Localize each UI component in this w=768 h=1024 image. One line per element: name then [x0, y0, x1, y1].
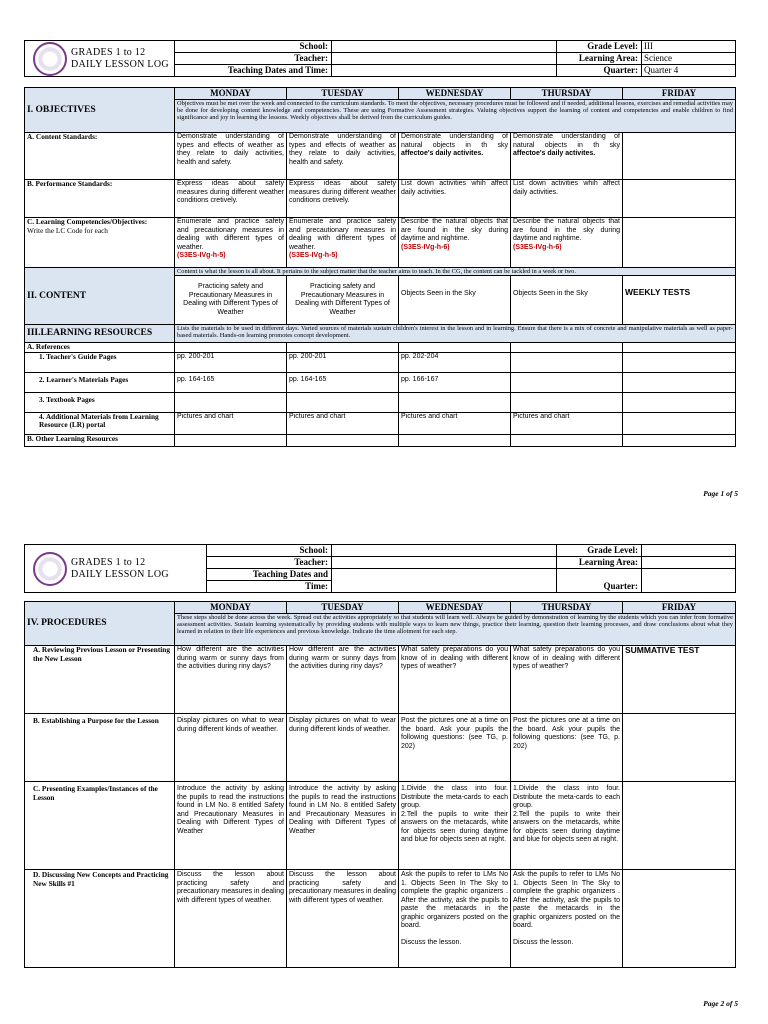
logo-cell — [25, 41, 175, 77]
performance-standards-tue[interactable]: Express ideas about safety measures during different weather conditions cretively. — [287, 180, 399, 218]
examples-label: C. Presenting Examples/Instances of the Lesson — [25, 782, 175, 870]
teacher-label: Teacher: — [175, 53, 332, 65]
school-value[interactable] — [332, 545, 557, 557]
quarter-label: Quarter: — [557, 65, 642, 77]
content-standards-thu[interactable] — [511, 133, 623, 180]
review-mon[interactable]: How different are the activities during warm or sunny days from the activities during riny days? — [175, 646, 287, 714]
content-standards-mon[interactable]: Demonstrate understanding of types and effects of weather as they relate to daily activities, health and safety. — [175, 133, 287, 180]
review-wed[interactable]: What safety preparations do you know of in dealing with different types of weather? — [399, 646, 511, 714]
competencies-fri[interactable] — [623, 218, 736, 268]
examples-thu-step2: 2.Tell the pupils to write their answers on the metacards, white for objects seen during daytime and blue for objects seen at night. — [513, 810, 620, 843]
examples-wed[interactable] — [399, 782, 511, 870]
lm-tue[interactable]: pp. 164-165 — [287, 372, 399, 392]
resources-title: III.LEARNING RESOURCES — [25, 325, 175, 343]
purpose-mon[interactable]: Display pictures on what to wear during different kinds of weather. — [175, 714, 287, 782]
purpose-wed[interactable]: Post the pictures one at a time on the board. Ask your pupils the following questions: (see TG, p. 202) — [399, 714, 511, 782]
examples-thu[interactable] — [511, 782, 623, 870]
performance-standards-fri[interactable] — [623, 180, 736, 218]
performance-standards-thu[interactable]: List down activities whih affect daily activities. — [511, 180, 623, 218]
logo-title: GRADES 1 to 12 — [71, 556, 146, 568]
logo-title: GRADES 1 to 12 — [71, 46, 146, 58]
content-title: II. CONTENT — [25, 268, 175, 325]
review-tue[interactable]: How different are the activities during warm or sunny days from the activities during riny days? — [287, 646, 399, 714]
purpose-fri[interactable] — [623, 714, 736, 782]
day-tuesday: TUESDAY — [287, 602, 399, 614]
references-label: A. References — [25, 343, 175, 353]
quarter-value[interactable]: Quarter 4 — [642, 65, 736, 77]
tg-fri[interactable] — [623, 352, 736, 372]
grade-level-label: Grade Level: — [557, 545, 642, 557]
performance-standards-label: B. Performance Standards: — [25, 180, 175, 218]
school-label: School: — [175, 41, 332, 53]
discussing-wed-text: Ask the pupils to refer to LMs No 1. Objects Seen In The Sky to complete the graphic organizers . After the activity, ask the pupils to paste the metacards in the graphic organizers posted on the board. — [401, 871, 508, 929]
logo-subtitle: DAILY LESSON LOG — [71, 58, 169, 70]
tg-tue[interactable]: pp. 200-201 — [287, 352, 399, 372]
objectives-title: I. OBJECTIVES — [25, 88, 175, 133]
content-standards-wed[interactable] — [399, 133, 511, 180]
tg-thu[interactable] — [511, 352, 623, 372]
tb-fri[interactable] — [623, 392, 736, 412]
day-tuesday: TUESDAY — [287, 88, 399, 100]
competencies-label — [25, 218, 175, 268]
day-thursday: THURSDAY — [511, 602, 623, 614]
objectives-note: Objectives must be met over the week and connected to the curriculum standards. To meet the objectives, necessary procedures must be followed and if needed, additional lessons, exercises and remedial activities may be done for developing content knowledge and competencies. These are using Formative Assessment strategies. Valuing objectives support the learning of content and competencies and enable children to find significance and joy in learning the lessons. Weekly objectives shall be derived from the curriculum guides. — [175, 100, 736, 133]
procedures-title: IV. PROCEDURES — [25, 602, 175, 646]
page2-number: Page 2 of 5 — [703, 999, 738, 1008]
lm-wed[interactable]: pp. 166-167 — [399, 372, 511, 392]
tg-wed[interactable]: pp. 202-204 — [399, 352, 511, 372]
learning-area-value[interactable]: Science — [642, 53, 736, 65]
discussing-thu-text2: Discuss the lesson. — [513, 938, 574, 946]
discussing-thu[interactable] — [511, 870, 623, 968]
page1-header — [24, 40, 736, 77]
day-wednesday: WEDNESDAY — [399, 88, 511, 100]
discussing-thu-text: Ask the pupils to refer to LMs No 1. Objects Seen In The Sky to complete the graphic organizers . After the activity, ask the pupils to paste the metacards in the graphic organizers posted on the board. — [513, 871, 620, 929]
school-value[interactable] — [332, 41, 557, 53]
grade-level-value[interactable] — [642, 545, 736, 557]
content-standards-thu-bold: affectoe's daily activites. — [513, 150, 596, 157]
quarter-value[interactable] — [642, 569, 736, 593]
grade-level-value[interactable]: III — [642, 41, 736, 53]
content-standards-wed-text: Demonstrate understanding of natural objects in th sky — [401, 133, 508, 149]
resources-note: Lists the materials to be used in different days. Varied sources of materials sustain children's interest in the lesson and in learning. Ensure that there is a mix of concrete and manipulative materials as well as paper-based materials. Hands-on learning promotes concept development. — [175, 325, 736, 343]
performance-standards-mon[interactable]: Express ideas about safety measures during different weather conditions cretively. — [175, 180, 287, 218]
competencies-thu-text: Describe the natural objects that are found in the sky during daytime and nightime. — [513, 218, 620, 242]
competencies-mon[interactable] — [175, 218, 287, 268]
tg-mon[interactable]: pp. 200-201 — [175, 352, 287, 372]
content-thu[interactable]: Objects Seen in the Sky — [511, 276, 623, 325]
discussing-label: D. Discussing New Concepts and Practicing New Skills #1 — [25, 870, 175, 968]
review-thu[interactable]: What safety preparations do you know of in dealing with different types of weather? — [511, 646, 623, 714]
textbook-label: 3. Textbook Pages — [25, 392, 175, 412]
school-label: School: — [207, 545, 332, 557]
content-mon[interactable]: Practicing safety and Precautionary Measures in Dealing with Different Types of Weather — [175, 276, 287, 325]
page1-number: Page 1 of 5 — [703, 489, 738, 498]
teaching-dates-label: Teaching Dates and — [207, 569, 332, 581]
competencies-thu[interactable] — [511, 218, 623, 268]
competencies-wed[interactable] — [399, 218, 511, 268]
examples-fri[interactable] — [623, 782, 736, 870]
teacher-value[interactable] — [332, 557, 557, 569]
learning-area-label: Learning Area: — [557, 557, 642, 569]
procedures-note: These steps should be done across the week. Spread out the activities appropriately so that students will learn well. Always be guided by demonstration of learning by the students which you can infer from formative assessment activities. Sustain learning systematically by providing students with multiple ways to learn new things, practice their learning, question their learning processes, and draw conclusions about what they learned in relation to their life experiences and previous knowledge. Indicate the time allotment for each step. — [175, 614, 736, 646]
tb-mon[interactable] — [175, 392, 287, 412]
learning-area-label: Learning Area: — [557, 53, 642, 65]
day-friday: FRIDAY — [623, 88, 736, 100]
purpose-thu[interactable]: Post the pictures one at a time on the board. Ask your pupils the following questions: (see TG, p. 202) — [511, 714, 623, 782]
teachers-guide-label: 1. Teacher's Guide Pages — [25, 352, 175, 372]
competencies-wed-text: Describe the natural objects that are found in the sky during daytime and nightime. — [401, 218, 508, 242]
logo-subtitle: DAILY LESSON LOG — [71, 568, 169, 580]
examples-wed-step2: 2.Tell the pupils to write their answers on the metacards, white for objects seen during daytime and blue for objects seen at night. — [401, 810, 508, 843]
content-wed[interactable]: Objects Seen in the Sky — [399, 276, 511, 325]
day-thursday: THURSDAY — [511, 88, 623, 100]
content-tue[interactable]: Practicing safety and Precautionary Measures in Dealing with Different Types of Weather — [287, 276, 399, 325]
examples-tue[interactable]: Introduce the activity by asking the pupils to read the instructions found in LM No. 8 entitled Safety and Precautionary Measures in Dealing with Different Types of Weather — [287, 782, 399, 870]
examples-mon[interactable]: Introduce the activity by asking the pupils to read the instructions found in LM No. 8 entitled Safety and Precautionary Measures in Dealing with Different Types of Weather — [175, 782, 287, 870]
content-standards-thu-text: Demonstrate understanding of natural objects in th sky — [513, 133, 620, 149]
add-wed[interactable]: Pictures and chart — [399, 412, 511, 434]
lm-fri[interactable] — [623, 372, 736, 392]
add-thu[interactable]: Pictures and chart — [511, 412, 623, 434]
other-resources-label: B. Other Learning Resources — [25, 434, 175, 446]
teaching-dates-value[interactable] — [332, 569, 557, 593]
page1-lesson-table — [24, 87, 736, 447]
day-friday: FRIDAY — [623, 602, 736, 614]
discussing-mon[interactable]: Discuss the lesson about practicing safety and precautionary measures in dealing with different types of weather. — [175, 870, 287, 968]
learning-area-value[interactable] — [642, 557, 736, 569]
competencies-tue-text: Enumerate and practice safety and precautionary measures in dealing with different types of weather. — [289, 218, 396, 251]
lc-code-tue: (S3ES-IVg-h-5) — [289, 252, 338, 259]
content-standards-label: A. Content Standards: — [25, 133, 175, 180]
page2-header — [24, 544, 736, 593]
competencies-sub: Write the LC Code for each — [27, 225, 108, 235]
teaching-time-label: Time: — [207, 581, 332, 593]
lm-mon[interactable]: pp. 164-165 — [175, 372, 287, 392]
day-monday: MONDAY — [175, 602, 287, 614]
purpose-tue[interactable]: Display pictures on what to wear during different kinds of weather. — [287, 714, 399, 782]
grade-level-label: Grade Level: — [557, 41, 642, 53]
content-standards-tue[interactable]: Demonstrate understanding of types and effects of weather as they relate to daily activities, health and safety. — [287, 133, 399, 180]
discussing-fri[interactable] — [623, 870, 736, 968]
discussing-wed[interactable] — [399, 870, 511, 968]
discussing-wed-text2: Discuss the lesson. — [401, 938, 462, 946]
add-tue[interactable]: Pictures and chart — [287, 412, 399, 434]
deped-seal-icon — [33, 552, 67, 586]
lc-code-thu: (S3ES-IVg-h-6) — [513, 243, 562, 251]
lc-code-mon: (S3ES-IVg-h-5) — [177, 252, 226, 259]
content-standards-fri[interactable] — [623, 133, 736, 180]
teacher-label: Teacher: — [207, 557, 332, 569]
tb-wed[interactable] — [399, 392, 511, 412]
page2-lesson-table — [24, 601, 736, 968]
competencies-mon-text: Enumerate and practice safety and precautionary measures in dealing with different types of weather. — [177, 218, 284, 251]
content-note: Content is what the lesson is all about. It pertains to the subject matter that the teacher aims to teach. In the CG, the content can be tackled in a week or two. — [175, 268, 736, 276]
review-label: A. Reviewing Previous Lesson or Presenting the New Lesson — [25, 646, 175, 714]
teacher-value[interactable] — [332, 53, 557, 65]
quarter-label: Quarter: — [557, 569, 642, 593]
tb-tue[interactable] — [287, 392, 399, 412]
lm-thu[interactable] — [511, 372, 623, 392]
tb-thu[interactable] — [511, 392, 623, 412]
logo-cell-2 — [25, 545, 207, 593]
lc-code-wed: (S3ES-IVg-h-6) — [401, 243, 450, 251]
content-standards-wed-bold: affectoe's daily activites. — [401, 150, 484, 157]
purpose-label: B. Establishing a Purpose for the Lesson — [25, 714, 175, 782]
teaching-dates-label: Teaching Dates and Time: — [175, 65, 332, 77]
performance-standards-wed[interactable]: List down activities whih affect daily activities. — [399, 180, 511, 218]
learners-materials-label: 2. Learner's Materials Pages — [25, 372, 175, 392]
content-fri[interactable]: WEEKLY TESTS — [623, 276, 736, 325]
deped-seal-icon — [33, 42, 67, 76]
discussing-tue[interactable]: Discuss the lesson about practicing safety and precautionary measures in dealing with different types of weather. — [287, 870, 399, 968]
review-fri[interactable]: SUMMATIVE TEST — [623, 646, 736, 714]
day-monday: MONDAY — [175, 88, 287, 100]
day-wednesday: WEDNESDAY — [399, 602, 511, 614]
add-fri[interactable] — [623, 412, 736, 434]
examples-wed-step1: 1.Divide the class into four. Distribute the meta-cards to each group. — [401, 785, 508, 809]
competencies-title: C. Learning Competencies/Objectives: — [27, 217, 148, 226]
additional-materials-label: 4. Additional Materials from Learning Resource (LR) portal — [25, 412, 175, 434]
examples-thu-step1: 1.Divide the class into four. Distribute the meta-cards to each group. — [513, 785, 620, 809]
add-mon[interactable]: Pictures and chart — [175, 412, 287, 434]
competencies-tue[interactable] — [287, 218, 399, 268]
teaching-dates-value[interactable] — [332, 65, 557, 77]
